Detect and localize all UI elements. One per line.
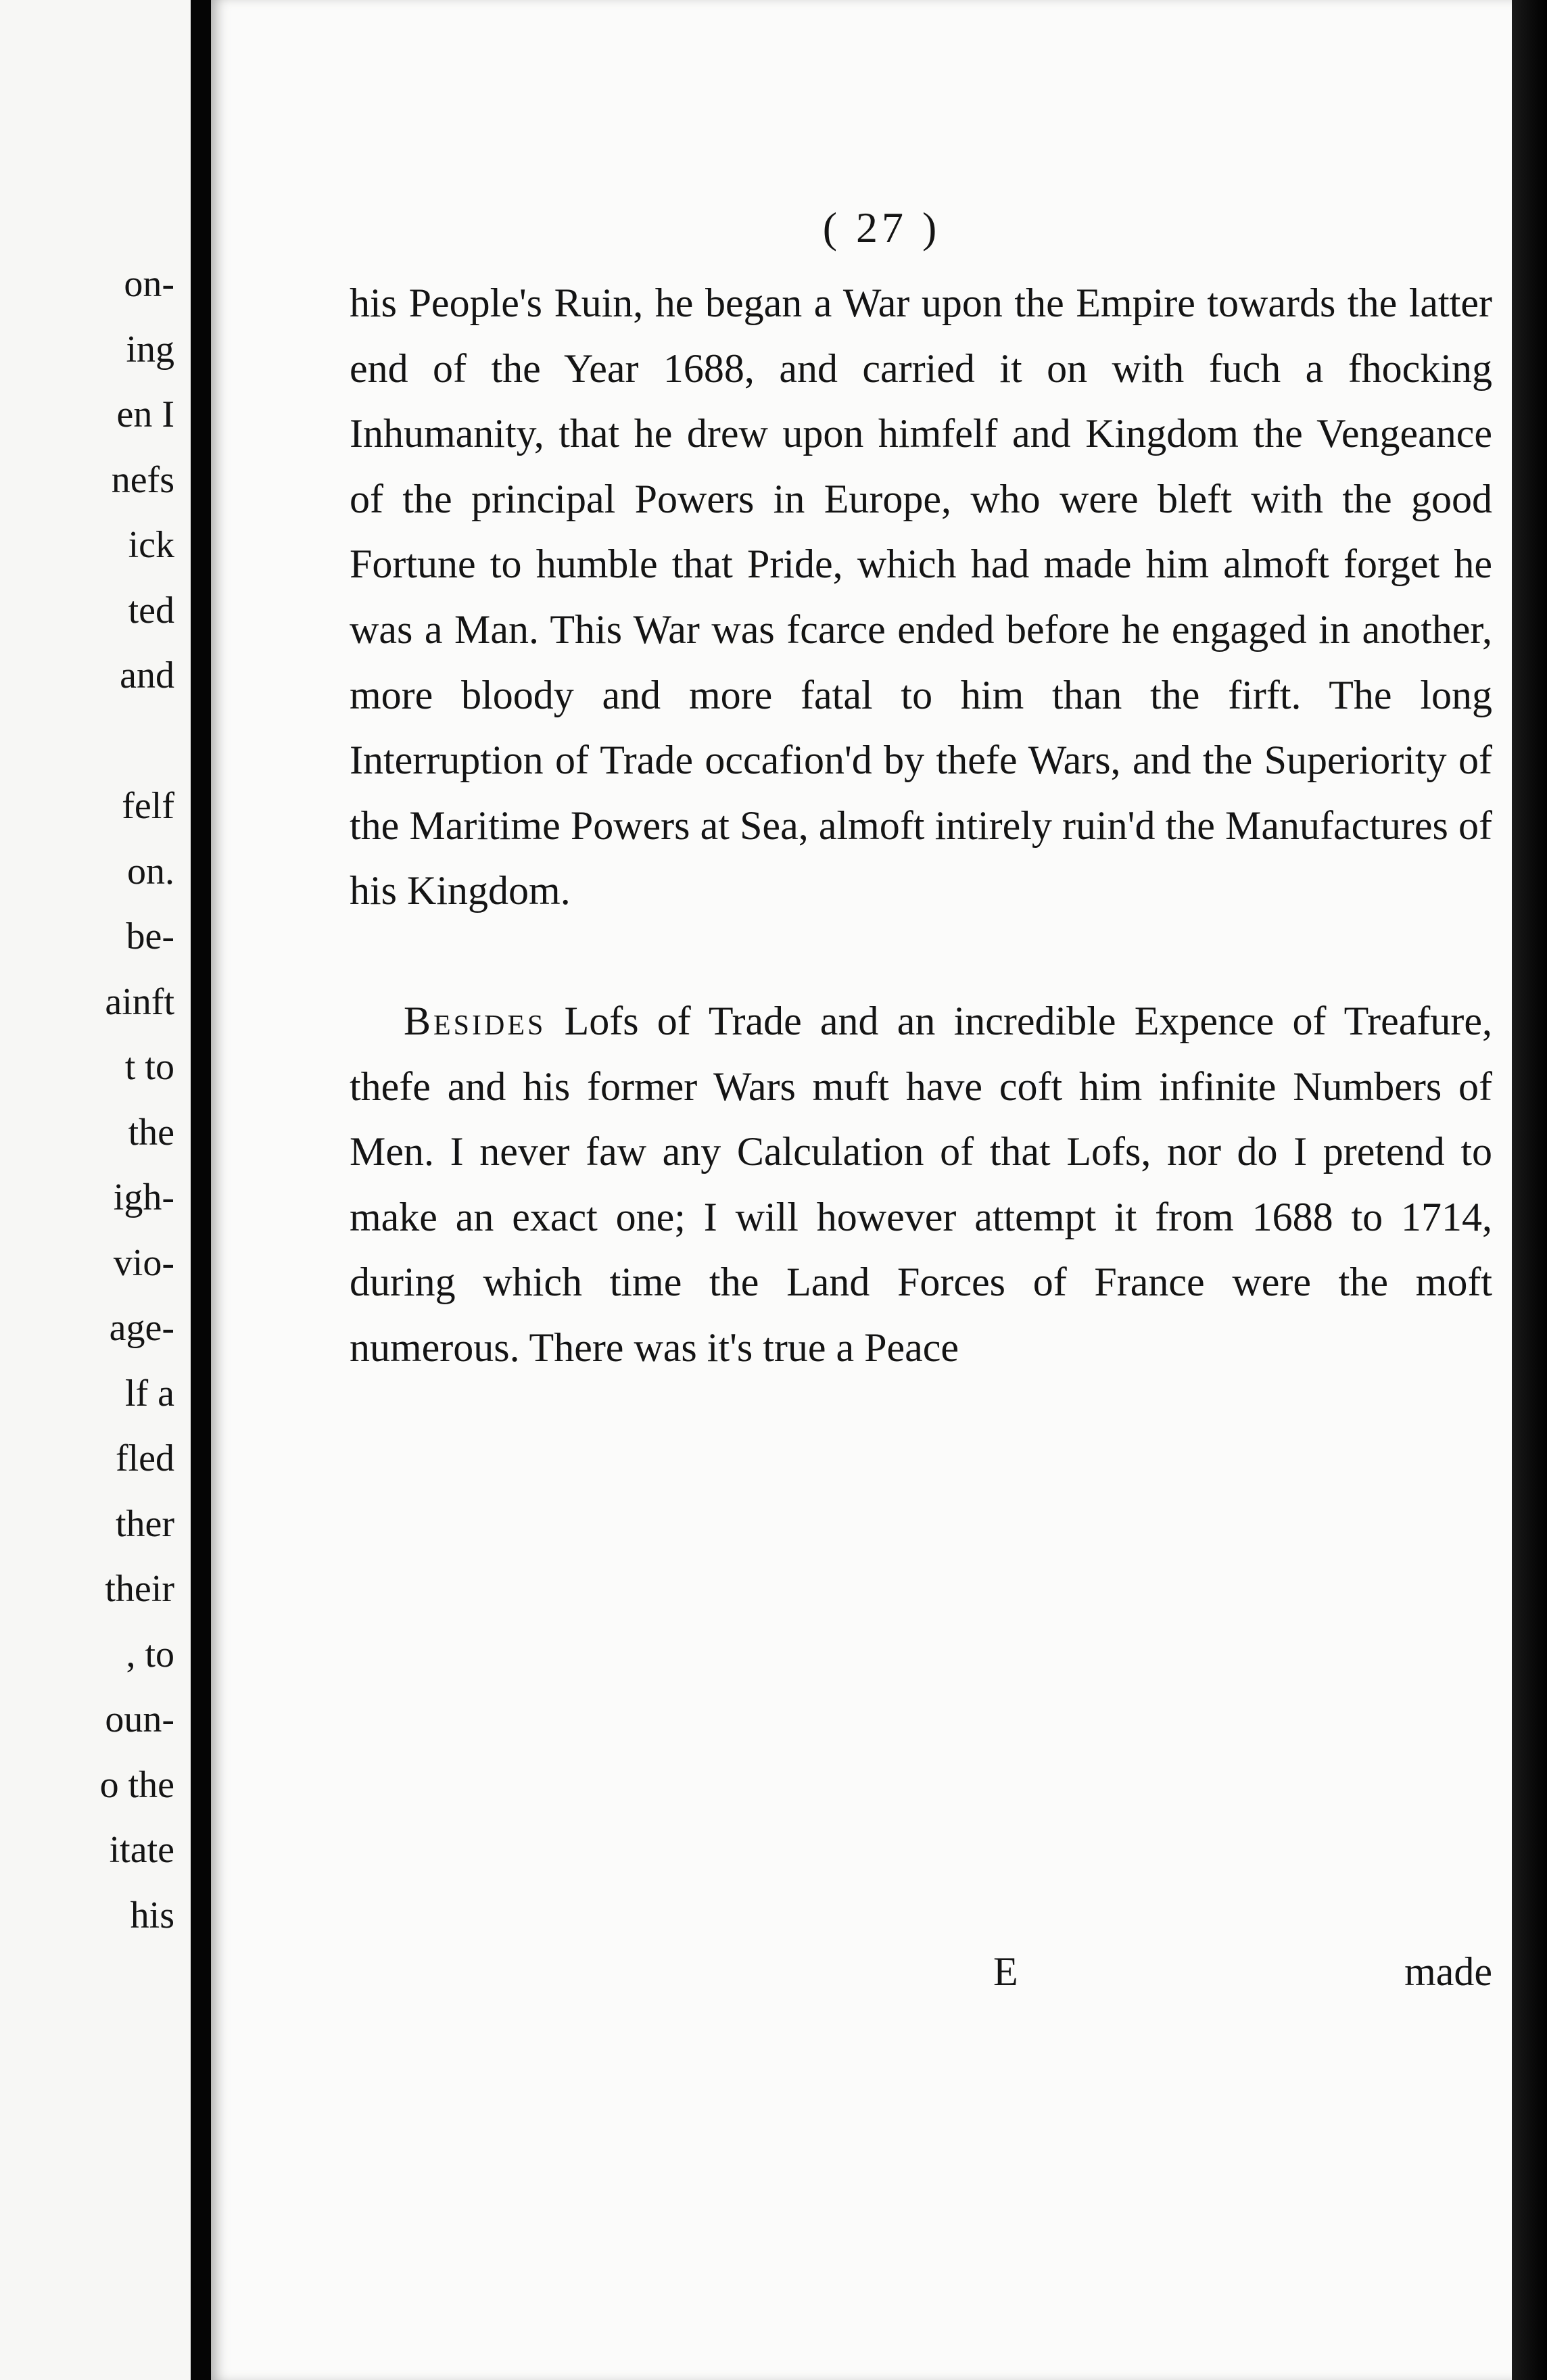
left-page-line: lf a <box>124 1372 174 1414</box>
left-page-line: oun- <box>105 1698 174 1740</box>
left-page-line: , to <box>126 1633 174 1675</box>
paragraph-first-text: his People's Ruin, he began a War upon the Empire towards the latter end of the Year 1688, and carried it on with fuch a fhocking Inhumanity, that he drew upon himfelf and Kingdom the Vengeance of the principal Powers in Europe, who were bleft with the good Fortune to humble that Pride, which had made him almoft forget he was a Man. This War was fcarce ended before he engaged in another, more bloody and more fatal to him than the firft. The long Interruption of Trade occafion'd by thefe Wars, and the Superiority of the Maritime Powers at Sea, almoft intirely ruin'd the Manufactures of his Kingdom. <box>350 281 1492 913</box>
left-page-line: igh- <box>113 1176 174 1218</box>
left-page-line: ther <box>115 1502 174 1545</box>
left-page-line: be- <box>126 915 174 957</box>
scan-edge <box>1512 0 1547 2380</box>
paragraph-second <box>350 989 1492 1381</box>
left-page-line: ing <box>126 328 174 371</box>
left-page-line: age- <box>109 1307 174 1349</box>
left-page-line: ick <box>128 524 174 566</box>
left-page-line-blank <box>0 709 174 774</box>
left-page-line: ted <box>128 589 174 632</box>
left-page-line: itate <box>109 1829 174 1871</box>
left-page-line: the <box>128 1111 174 1153</box>
page-number: ( 27 ) <box>822 204 941 252</box>
paragraph-lead-word: Besides <box>404 998 546 1043</box>
page-foot <box>350 1939 1492 2004</box>
signature-mark: E <box>993 1949 1018 1994</box>
paragraph-second-text: Lofs of Trade and an incredible Expence of Treafure, thefe and his former Wars muft have coft him infinite Numbers of Men. I never faw any Calculation of that Lofs, nor do I pretend to make an exact one; I will however attempt it from 1688 to 1714, during which time the Land Forces of France were the moft numerous. There was it's true a Peace <box>350 998 1492 1370</box>
left-page-line: his <box>130 1894 174 1936</box>
left-page-line: felf <box>122 785 174 827</box>
left-page-line: nefs <box>111 458 174 501</box>
left-page-text-fragments <box>0 252 174 1948</box>
catchword: made <box>1404 1949 1492 1994</box>
left-page-line: on. <box>127 850 174 892</box>
left-facing-page <box>0 0 191 2380</box>
left-page-line: and <box>120 654 174 696</box>
left-page-line: o the <box>99 1763 174 1806</box>
right-page <box>211 0 1512 2380</box>
left-page-line: vio- <box>113 1241 174 1284</box>
paragraph-first <box>350 270 1492 924</box>
body-text <box>350 270 1492 1381</box>
left-page-line: t to <box>124 1046 174 1088</box>
left-page-line: on- <box>124 263 174 305</box>
book-gutter <box>191 0 211 2380</box>
left-page-line: en I <box>116 394 174 435</box>
left-page-line: ainft <box>105 980 174 1023</box>
left-page-line: their <box>105 1568 174 1610</box>
left-page-line: fled <box>115 1437 174 1479</box>
